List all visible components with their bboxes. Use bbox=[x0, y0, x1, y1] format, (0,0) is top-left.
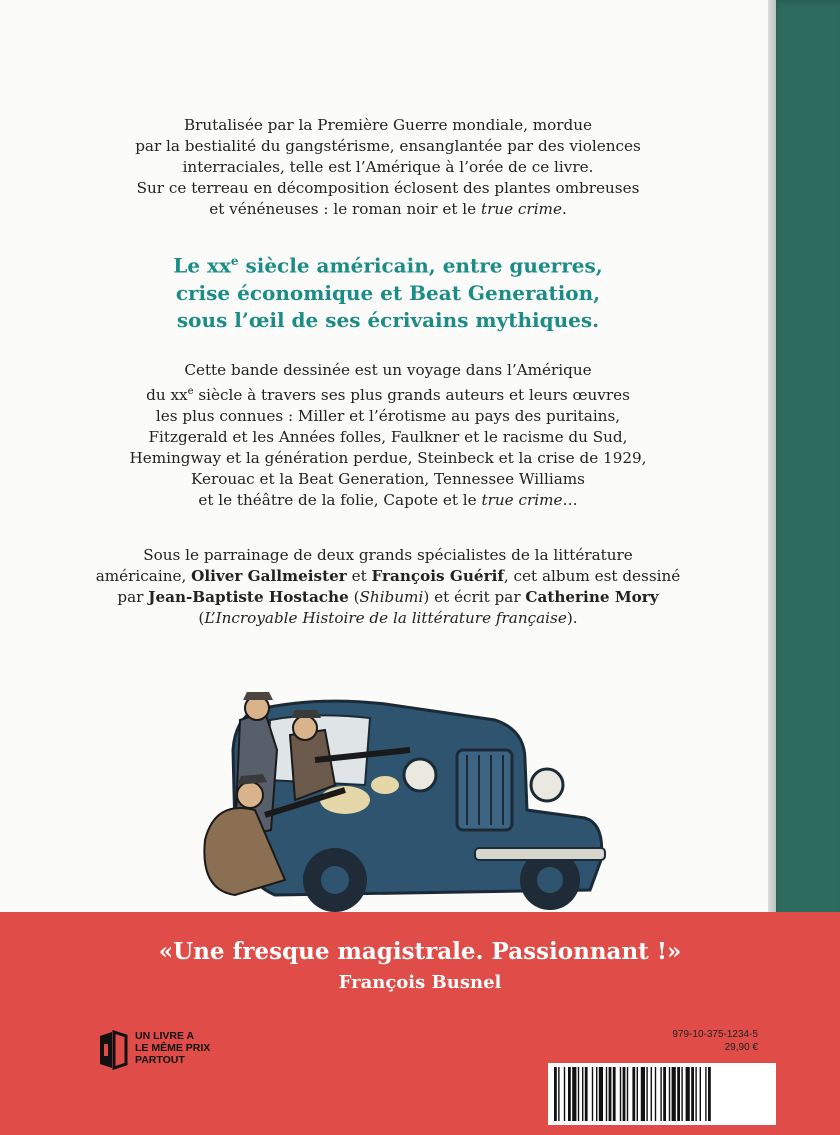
barcode-bar bbox=[632, 1067, 635, 1121]
credits-text: et bbox=[346, 567, 372, 585]
description-paragraph bbox=[70, 360, 706, 511]
gangster-car-illustration bbox=[195, 690, 615, 912]
tagline-text: siècle américain, entre guerres, bbox=[238, 253, 603, 278]
author-name: Catherine Mory bbox=[525, 588, 659, 606]
credits-text: ( bbox=[198, 609, 205, 627]
barcode-bar bbox=[660, 1067, 661, 1121]
barcode-bar bbox=[641, 1067, 645, 1121]
barcode-bar bbox=[596, 1067, 597, 1121]
barcode-bar bbox=[554, 1067, 557, 1121]
intro-text: . bbox=[561, 200, 567, 218]
author-name: Jean-Baptiste Hostache bbox=[148, 588, 349, 606]
credits-line: Sous le parrainage de deux grands spécialistes de la littérature bbox=[143, 546, 633, 564]
book-title: Shibumi bbox=[359, 588, 424, 606]
logo-line: LE MÊME PRIX bbox=[135, 1042, 211, 1054]
barcode-bar bbox=[651, 1067, 652, 1121]
barcode-bar bbox=[592, 1067, 593, 1121]
tagline-text: Le xx bbox=[173, 253, 231, 278]
credits-line bbox=[70, 608, 706, 629]
credits-line bbox=[70, 566, 706, 587]
logo-line: PARTOUT bbox=[135, 1054, 185, 1066]
intro-text: et vénéneuses : le roman noir et le bbox=[209, 200, 481, 218]
barcode-bar bbox=[627, 1067, 628, 1121]
intro-line: Brutalisée par la Première Guerre mondiale, mordue bbox=[183, 116, 593, 134]
price-label: 29,90 € bbox=[724, 1042, 758, 1053]
barcode-bar bbox=[568, 1067, 571, 1121]
barcode-bar bbox=[572, 1067, 576, 1121]
barcode-bar bbox=[582, 1067, 583, 1121]
barcode-bar bbox=[700, 1067, 701, 1121]
author-name: François Guérif bbox=[371, 567, 504, 585]
tagline-line bbox=[70, 248, 706, 280]
author-name: Oliver Gallmeister bbox=[191, 567, 347, 585]
credits-text: , cet album est dessiné bbox=[503, 567, 681, 585]
tagline-line: crise économique et Beat Generation, bbox=[175, 280, 601, 305]
barcode-bar bbox=[646, 1067, 647, 1121]
body-sup: e bbox=[187, 386, 194, 397]
barcode-bar bbox=[613, 1067, 616, 1121]
barcode-bar bbox=[655, 1067, 656, 1121]
intro-line: par la bestialité du gangstérisme, ensanglantée par des violences bbox=[135, 137, 641, 155]
tagline-sup: e bbox=[230, 254, 239, 268]
barcode-bar bbox=[708, 1067, 711, 1121]
body-text: du xx bbox=[146, 386, 188, 405]
intro-line bbox=[70, 199, 706, 220]
barcode-bar bbox=[578, 1067, 579, 1121]
body-line: Kerouac et la Beat Generation, Tennessee Williams bbox=[191, 470, 585, 489]
body-line bbox=[70, 381, 706, 406]
intro-italic: true crime bbox=[480, 200, 562, 218]
credits-text: ( bbox=[348, 588, 360, 606]
barcode-icon bbox=[548, 1063, 776, 1125]
book-title: L’Incroyable Histoire de la littérature française bbox=[204, 609, 567, 627]
barcode-bar bbox=[585, 1067, 588, 1121]
intro-line: interraciales, telle est l’Amérique à l’orée de ce livre. bbox=[182, 158, 594, 176]
credits-text: américaine, bbox=[95, 567, 192, 585]
body-line: les plus connues : Miller et l’érotisme au pays des puritains, bbox=[155, 407, 621, 426]
barcode-bar bbox=[672, 1067, 676, 1121]
barcode-bar bbox=[695, 1067, 696, 1121]
intro-line: Sur ce terreau en décomposition éclosent des plantes ombreuses bbox=[136, 179, 640, 197]
intro-paragraph bbox=[70, 115, 706, 220]
credits-text: ). bbox=[566, 609, 578, 627]
body-line: Fitzgerald et les Années folles, Faulkner et le racisme du Sud, bbox=[148, 428, 628, 447]
isbn-number: 979-10-375-1234-5 bbox=[672, 1029, 758, 1040]
logo-line: UN LIVRE A bbox=[135, 1030, 195, 1042]
credits-paragraph bbox=[70, 545, 706, 629]
publisher-logo-icon bbox=[98, 1030, 128, 1070]
barcode-bar bbox=[620, 1067, 621, 1121]
barcode-bar bbox=[564, 1067, 565, 1121]
credits-line bbox=[70, 587, 706, 608]
barcode-bar bbox=[705, 1067, 706, 1121]
body-text: … bbox=[562, 491, 578, 510]
barcode-bar bbox=[609, 1067, 612, 1121]
barcode-bar bbox=[663, 1067, 666, 1121]
body-line bbox=[70, 490, 706, 511]
barcode-bar bbox=[681, 1067, 682, 1121]
quote-band bbox=[0, 912, 840, 1135]
credits-text: ) et écrit par bbox=[423, 588, 526, 606]
body-line: Cette bande dessinée est un voyage dans l’Amérique bbox=[184, 361, 592, 379]
tagline-line: sous l’œil de ses écrivains mythiques. bbox=[176, 307, 600, 332]
barcode-bar bbox=[606, 1067, 607, 1121]
barcode-bar bbox=[669, 1067, 670, 1121]
tagline bbox=[70, 248, 706, 334]
barcode-bar bbox=[637, 1067, 638, 1121]
quote-author: François Busnel bbox=[338, 972, 502, 993]
barcode-area bbox=[548, 1029, 776, 1125]
barcode-bar bbox=[691, 1067, 694, 1121]
barcode-bar bbox=[677, 1067, 680, 1121]
body-text: siècle à travers ses plus grands auteurs et leurs œuvres bbox=[193, 386, 630, 405]
barcode-bar bbox=[558, 1067, 559, 1121]
price-law-logo-text bbox=[135, 1030, 210, 1066]
credits-text: par bbox=[117, 588, 149, 606]
body-italic: true crime bbox=[481, 491, 563, 510]
body-line: Hemingway et la génération perdue, Steinbeck et la crise de 1929, bbox=[129, 449, 647, 468]
review-quote: «Une fresque magistrale. Passionnant !» bbox=[158, 938, 682, 965]
body-text: et le théâtre de la folie, Capote et le bbox=[198, 491, 482, 510]
barcode-bar bbox=[686, 1067, 690, 1121]
barcode-bar bbox=[623, 1067, 626, 1121]
barcode-bar bbox=[599, 1067, 603, 1121]
